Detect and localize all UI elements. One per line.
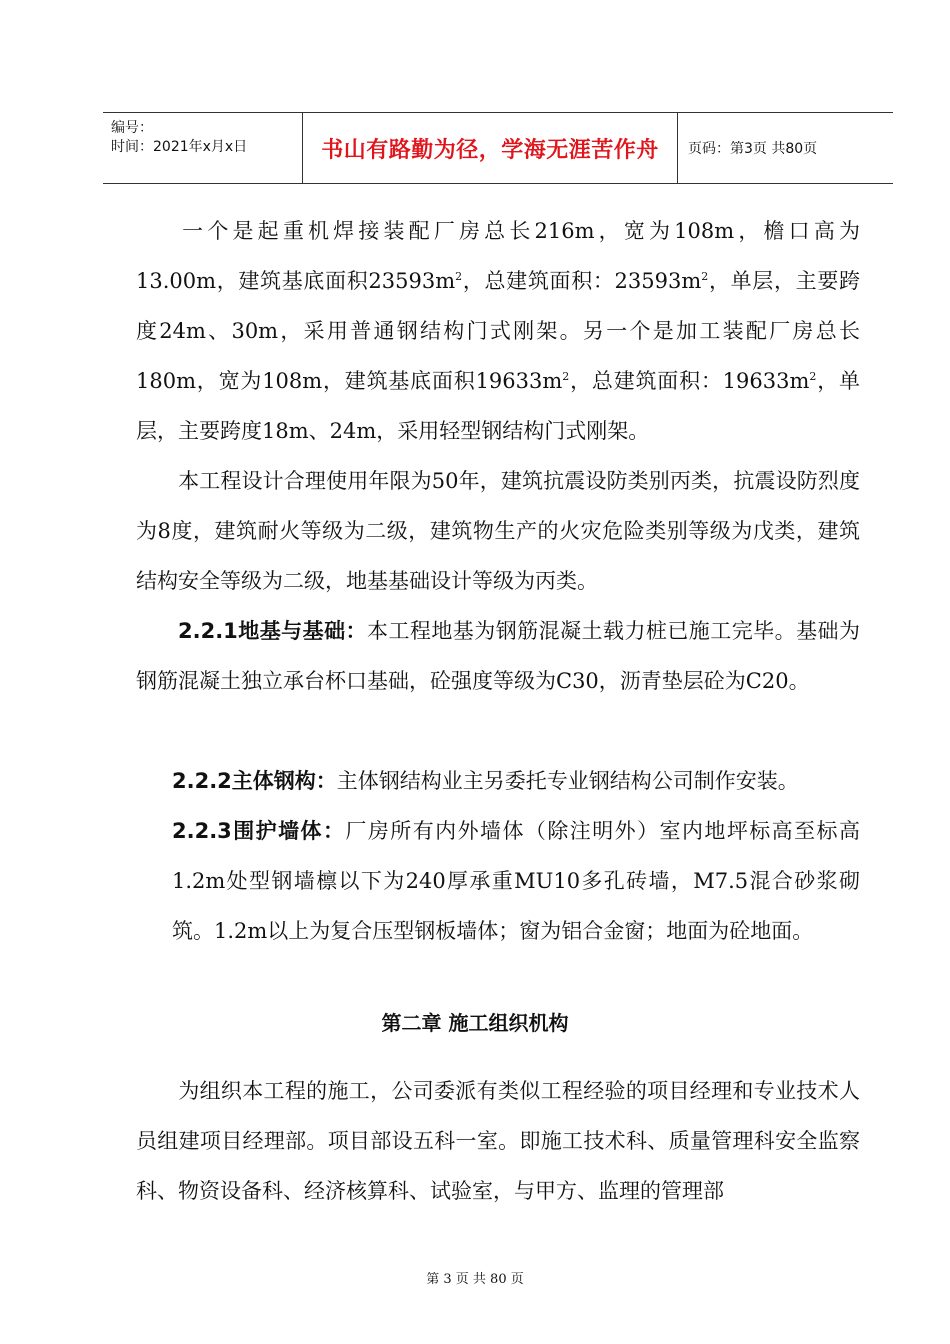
section-label: 2.2.3围护墙体： bbox=[172, 819, 346, 843]
paragraph-design bbox=[136, 456, 860, 606]
superscript: 2 bbox=[562, 370, 570, 383]
paragraph-foundation bbox=[136, 606, 860, 706]
section-label: 2.2.1地基与基础： bbox=[178, 619, 367, 643]
page-header bbox=[103, 112, 893, 184]
text: 本工程设计合理使用年限为50年，建筑抗震设防类别丙类，抗震设防烈度为8度，建筑耐火等级为二级，建筑物生产的火灾危险类别等级为戊类，建筑结构安全等级为二级，地基基础设计等级为丙类。 bbox=[136, 469, 860, 593]
superscript: 2 bbox=[701, 270, 709, 283]
paragraph-organization bbox=[136, 1066, 860, 1216]
text: ，总建筑面积：19633m bbox=[569, 369, 810, 393]
chapter-title: 第二章 施工组织机构 bbox=[381, 1011, 569, 1035]
text: ，总建筑面积：23593m bbox=[462, 269, 702, 293]
text: 厂房所有内外墙体（除注明外）室内地坪标高至标高1.2m处型钢墙檩以下为240厚承重MU10多孔砖墙，M7.5混合砂浆砌筑。1.2m以上为复合压型钢板墙体；窗为铝合金窗；地面为砼地面。 bbox=[172, 819, 860, 943]
text: ，单层，主要跨度18m、24m，采用轻型钢结构门式刚架。 bbox=[136, 369, 861, 443]
section-label: 2.2.2主体钢构： bbox=[172, 769, 337, 793]
text: 本工程地基为钢筋混凝土载力桩已施工完毕。基础为钢筋混凝土独立承台杯口基础，砼强度等级为C30，沥青垫层砼为C20。 bbox=[136, 619, 860, 693]
text: 主体钢结构业主另委托专业钢结构公司制作安装。 bbox=[336, 769, 799, 793]
page-footer: 第 3 页 共 80 页 bbox=[426, 1272, 524, 1287]
header-meta bbox=[103, 113, 303, 183]
header-page-info: 页码：第3页 共80页 bbox=[688, 141, 818, 157]
text: 一个是起重机焊接装配厂房总长216m，宽为108m，檐口高为13.00m，建筑基底面积23593m bbox=[136, 219, 860, 293]
superscript: 2 bbox=[809, 370, 817, 383]
superscript: 2 bbox=[455, 270, 463, 283]
paragraph-steel bbox=[172, 756, 892, 806]
text: 为组织本工程的施工，公司委派有类似工程经验的项目经理和专业技术人员组建项目经理部。项目部设五科一室。即施工技术科、质量管理科安全监察科、物资设备科、经济核算科、试验室，与甲方、监理的管理部 bbox=[136, 1079, 860, 1203]
number-label: 编号： bbox=[111, 120, 153, 136]
date-label: 时间：2021年x月x日 bbox=[111, 139, 248, 155]
paragraph-walls bbox=[172, 806, 860, 956]
paragraph-overview bbox=[136, 206, 860, 456]
text: ，单层，主要跨度24m、30m，采用普通钢结构门式刚架。另一个是加工装配厂房总长180m，宽为108m，建筑基底面积19633m bbox=[136, 269, 861, 393]
header-motto: 书山有路勤为径，学海无涯苦作舟 bbox=[303, 113, 678, 183]
